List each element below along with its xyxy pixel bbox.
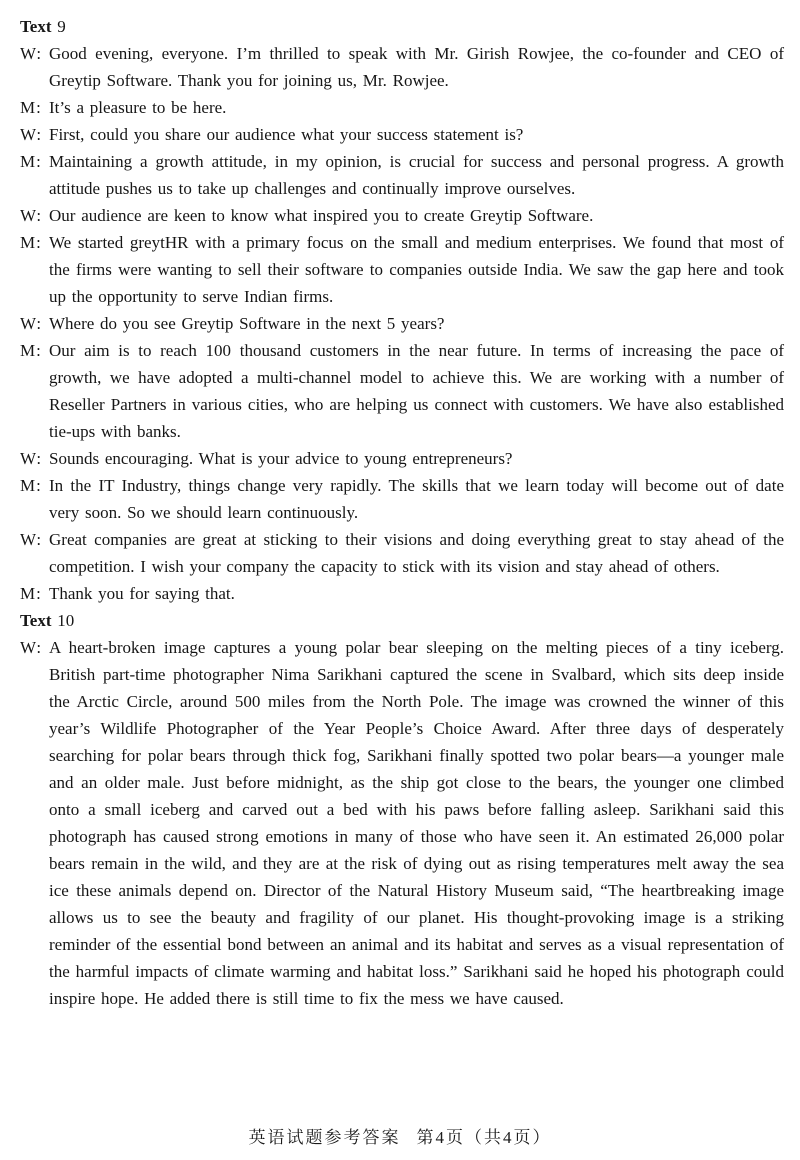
transcript-paragraph [20, 13, 784, 40]
dialogue-text: Our aim is to reach 100 thousand customers in the near future. In terms of increasing the pace of growth, we have adopted a multi-channel model to achieve this. We are working with a number of Reseller Partners in various cities, who are helping us connect with customers. We have also established tie-ups with banks. [49, 341, 784, 441]
transcript-paragraph [20, 310, 784, 337]
dialogue-text: We started greytHR with a primary focus on the small and medium enterprises. We found that most of the firms were wanting to sell their software to companies outside India. We saw the gap here and took up the opportunity to serve Indian firms. [49, 233, 784, 306]
speaker-label: W: [20, 125, 43, 144]
speaker-label: W: [20, 44, 43, 63]
transcript-paragraph [20, 148, 784, 202]
dialogue-text: Our audience are keen to know what inspired you to create Greytip Software. [49, 206, 594, 225]
speaker-label: M: [20, 152, 42, 171]
speaker-label: W: [20, 206, 43, 225]
dialogue-text: Good evening, everyone. I’m thrilled to speak with Mr. Girish Rowjee, the co-founder and CEO of Greytip Software. Thank you for joining us, Mr. Rowjee. [49, 44, 784, 90]
speaker-label: M: [20, 476, 42, 495]
transcript-paragraph [20, 337, 784, 445]
speaker-label: M: [20, 341, 42, 360]
transcript-paragraph [20, 445, 784, 472]
dialogue-text: First, could you share our audience what your success statement is? [49, 125, 524, 144]
footer-title: 英语试题参考答案 [248, 1128, 401, 1147]
text-heading-label: Text [20, 611, 52, 630]
dialogue-text: Great companies are great at sticking to their visions and doing everything great to stay ahead of the competition. I wish your company the capacity to stick with its vision and stay ahead of others. [49, 530, 784, 576]
speaker-label: M: [20, 233, 42, 252]
dialogue-text: A heart-broken image captures a young polar bear sleeping on the melting pieces of a tiny iceberg. British part-time photographer Nima Sarikhani captured the scene in Svalbard, which sits deep inside the Arctic Circle, around 500 miles from the North Pole. The image was crowned the winner of this year’s Wildlife Photographer of the Year People’s Choice Award. After three days of desperately searching for polar bears through thick fog, Sarikhani finally spotted two polar bears—a younger male and an older male. Just before midnight, as the ship got close to the bears, the younger one climbed onto a small iceberg and carved out a bed with his paws before falling asleep. Sarikhani said this photograph has caused strong emotions in many of those who have seen it. An estimated 26,000 polar bears remain in the wild, and they are at the risk of dying out as rising temperatures melt away the sea ice these animals depend on. Director of the Natural History Museum said, “The heartbreaking image allows us to see the beauty and fragility of our planet. His thought-provoking image is a striking reminder of the essential bond between an animal and its habitat and serves as a visual representation of the harmful impacts of climate warming and habitat loss.” Sarikhani said he hoped his photograph could inspire hope. He added there is still time to fix the mess we have caused. [49, 638, 784, 1008]
text-heading-label: Text [20, 17, 52, 36]
speaker-label: W: [20, 314, 43, 333]
transcript-paragraph [20, 634, 784, 1012]
transcript-paragraph [20, 94, 784, 121]
speaker-label: M: [20, 98, 42, 117]
speaker-label: M: [20, 584, 42, 603]
dialogue-text: Thank you for saying that. [49, 584, 235, 603]
dialogue-text: Maintaining a growth attitude, in my opinion, is crucial for success and personal progress. A growth attitude pushes us to take up challenges and continually improve ourselves. [49, 152, 784, 198]
speaker-label: W: [20, 638, 43, 657]
dialogue-text: Where do you see Greytip Software in the next 5 years? [49, 314, 445, 333]
transcript-paragraph [20, 607, 784, 634]
transcript-paragraph [20, 202, 784, 229]
text-heading-number: 9 [57, 17, 66, 36]
speaker-label: W: [20, 530, 43, 549]
text-heading-number: 10 [57, 611, 75, 630]
transcript-paragraph [20, 580, 784, 607]
footer-page-number: 第4页（共4页） [416, 1128, 552, 1147]
transcript-paragraph [20, 40, 784, 94]
transcript-paragraph [20, 121, 784, 148]
dialogue-text: Sounds encouraging. What is your advice to young entrepreneurs? [49, 449, 513, 468]
transcript-paragraph [20, 526, 784, 580]
page-footer [0, 1123, 800, 1148]
transcript-paragraph [20, 472, 784, 526]
dialogue-text: It’s a pleasure to be here. [49, 98, 227, 117]
speaker-label: W: [20, 449, 43, 468]
dialogue-text: In the IT Industry, things change very rapidly. The skills that we learn today will become out of date very soon. So we should learn continuously. [49, 476, 784, 522]
transcript-paragraph [20, 229, 784, 310]
